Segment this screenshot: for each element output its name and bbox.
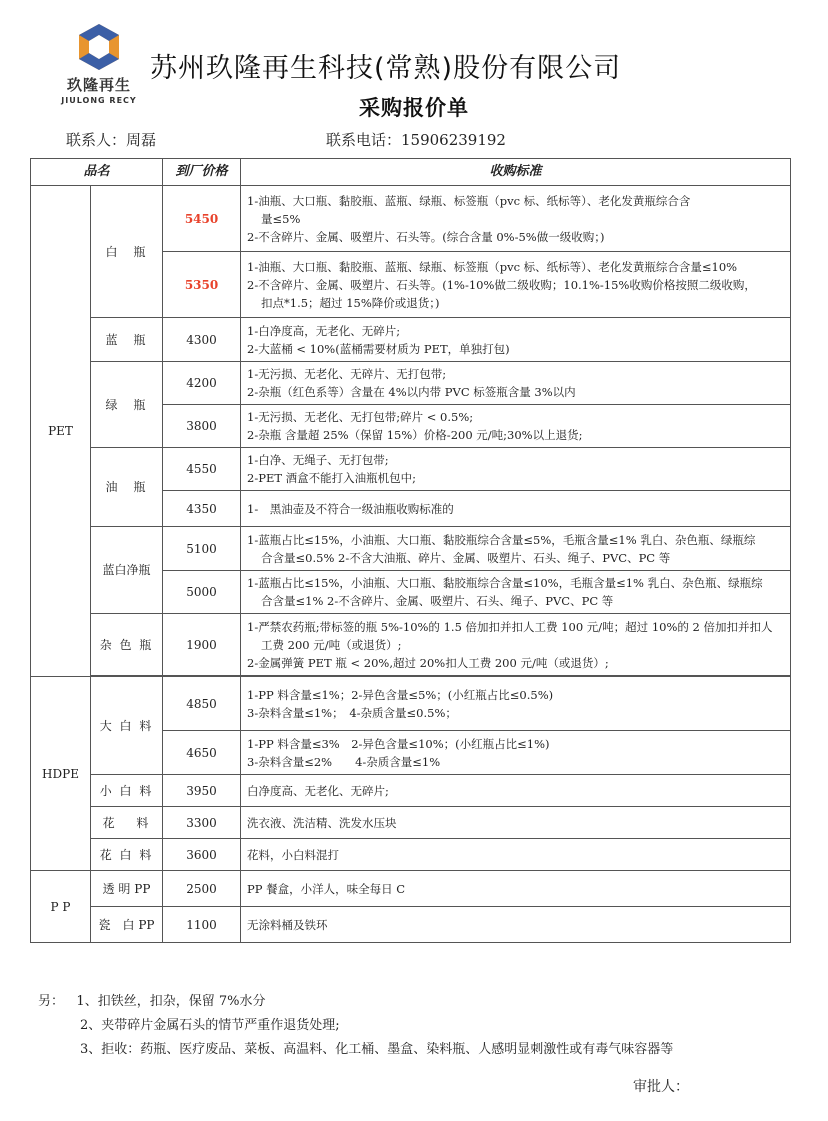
price-mixed: 1900 (163, 614, 241, 676)
note-1: 另： 1、扣铁丝，扣杂，保留 7%水分 (38, 994, 266, 1009)
company-name: 苏州玖隆再生科技(常熟)股份有限公司 (150, 53, 622, 84)
approver-label: 审批人： (633, 1079, 689, 1095)
notes (38, 990, 673, 1062)
price-table (30, 158, 791, 943)
price-bluewhite-1: 5100 (163, 527, 241, 571)
price-flowerwhite: 3600 (163, 839, 241, 871)
table-row (31, 677, 791, 731)
table-row (31, 614, 791, 676)
standard-flower: 洗衣液、洗洁精、洗发水压块 (241, 807, 791, 839)
product-flower-white: 花 白 料 (91, 839, 163, 871)
standard-blue: 1-白净度高，无老化、无碎片; 2-大蓝桶 < 10%(蓝桶需要材质为 PET，单独打包) (241, 318, 791, 362)
table-row (31, 186, 791, 252)
price-green-2: 3800 (163, 405, 241, 448)
standard-mixed: 1-严禁农药瓶;带标签的瓶 5%-10%的 1.5 倍加扣并扣人工费 100 元/吨；超过 10%的 2 倍加扣并扣人 工费 200 元/吨（或退货）; 2-金属弹簧 PET 瓶 < 20%,超过 20%扣人工费 200 元/吨（或退货）; (241, 614, 791, 676)
standard-green-1: 1-无污损、无老化、无碎片、无打包带; 2-杂瓶（红色系等）含量在 4%以内带 PVC 标签瓶含量 3%以内 (241, 362, 791, 405)
table-row (31, 318, 791, 362)
product-blue-bottle: 蓝 瓶 (91, 318, 163, 362)
table-row (31, 775, 791, 807)
header-product: 品名 (31, 159, 163, 186)
product-mixed-bottle: 杂 色 瓶 (91, 614, 163, 676)
category-hdpe: HDPE (31, 677, 91, 871)
standard-white-2: 1-油瓶、大口瓶、黏胶瓶、蓝瓶、绿瓶、标签瓶（pvc 标、纸标等）、老化发黄瓶综合含量≤10% 2-不含碎片、金属、吸塑片、石头等。(1%-10%做二级收购；10.1%-15%收购价格按照二级收购， 扣点*1.5；超过 15%降价或退货；) (241, 252, 791, 318)
contact-person: 联系人：周磊 (66, 131, 157, 149)
product-blue-white-bottle: 蓝白净瓶 (91, 527, 163, 614)
price-bluewhite-2: 5000 (163, 571, 241, 614)
standard-oil-1: 1-白净、无绳子、无打包带; 2-PET 酒盒不能打入油瓶机包中; (241, 448, 791, 491)
price-smallwhite: 3950 (163, 775, 241, 807)
category-pet: PET (31, 186, 91, 677)
contact-phone: 联系电话：15906239192 (326, 131, 506, 149)
price-white-1: 5450 (163, 186, 241, 252)
standard-bluewhite-2: 1-蓝瓶占比≤15%，小油瓶、大口瓶、黏胶瓶综合含量≤10%，毛瓶含量≤1% 乳白、杂色瓶、绿瓶综 合含量≤1% 2-不含碎片、金属、吸塑片、石头、绳子、PVC、PC 等 (241, 571, 791, 614)
table-row (31, 362, 791, 405)
product-oil-bottle: 油 瓶 (91, 448, 163, 527)
table-row (31, 907, 791, 943)
header-price: 到厂价格 (163, 159, 241, 186)
notes-prefix: 另： (38, 994, 65, 1009)
price-oil-2: 4350 (163, 491, 241, 527)
price-porcelain-pp: 1100 (163, 907, 241, 943)
standard-flowerwhite: 花料，小白料混打 (241, 839, 791, 871)
logo-name-cn: 玖隆再生 (66, 76, 131, 94)
standard-porcelain-pp: 无涂料桶及铁环 (241, 907, 791, 943)
price-green-1: 4200 (163, 362, 241, 405)
table-header (31, 159, 791, 186)
table-row (31, 871, 791, 907)
logo-name-en: JIULONG RECY (61, 96, 137, 105)
table-row (31, 807, 791, 839)
standard-bigwhite-1: 1-PP 料含量≤1%；2-异色含量≤5%；(小红瓶占比≤0.5%) 3-杂料含量≤1%； 4-杂质含量≤0.5%； (241, 677, 791, 731)
standard-clear-pp: PP 餐盒，小洋人，味全每日 C (241, 871, 791, 907)
product-green-bottle: 绿 瓶 (91, 362, 163, 448)
standard-green-2: 1-无污损、无老化、无打包带;碎片 < 0.5%; 2-杂瓶 含量超 25%（保留 15%）价格-200 元/吨;30%以上退货; (241, 405, 791, 448)
product-big-white: 大 白 料 (91, 677, 163, 775)
price-clear-pp: 2500 (163, 871, 241, 907)
logo-icon (74, 22, 124, 72)
header-standard: 收购标准 (241, 159, 791, 186)
product-clear-pp: 透 明 PP (91, 871, 163, 907)
price-white-2: 5350 (163, 252, 241, 318)
note-2: 2、夹带碎片金属石头的情节严重作退货处理; (80, 1018, 340, 1033)
table-row (31, 527, 791, 571)
standard-smallwhite: 白净度高、无老化、无碎片; (241, 775, 791, 807)
table-row (31, 448, 791, 491)
price-oil-1: 4550 (163, 448, 241, 491)
product-white-bottle: 白 瓶 (91, 186, 163, 318)
category-pp: P P (31, 871, 91, 943)
standard-bigwhite-2: 1-PP 料含量≤3% 2-异色含量≤10%；(小红瓶占比≤1%) 3-杂料含量≤2% 4-杂质含量≤1% (241, 731, 791, 775)
product-flower: 花 料 (91, 807, 163, 839)
price-flower: 3300 (163, 807, 241, 839)
table-row (31, 839, 791, 871)
price-bigwhite-2: 4650 (163, 731, 241, 775)
standard-oil-2: 1- 黑油壶及不符合一级油瓶收购标准的 (241, 491, 791, 527)
price-bigwhite-1: 4850 (163, 677, 241, 731)
product-small-white: 小 白 料 (91, 775, 163, 807)
product-porcelain-pp: 瓷 白 PP (91, 907, 163, 943)
note-3: 3、拒收：药瓶、医疗废品、菜板、高温料、化工桶、墨盒、染料瓶、人感明显刺激性或有毒气味容器等 (80, 1042, 674, 1057)
price-blue: 4300 (163, 318, 241, 362)
standard-bluewhite-1: 1-蓝瓶占比≤15%，小油瓶、大口瓶、黏胶瓶综合含量≤5%，毛瓶含量≤1% 乳白、杂色瓶、绿瓶综 合含量≤0.5% 2-不含大油瓶、碎片、金属、吸塑片、石头、绳子、PVC、PC 等 (241, 527, 791, 571)
document-title: 采购报价单 (359, 96, 469, 120)
standard-white-1: 1-油瓶、大口瓶、黏胶瓶、蓝瓶、绿瓶、标签瓶（pvc 标、纸标等）、老化发黄瓶综合含 量≤5% 2-不含碎片、金属、吸塑片、石头等。(综合含量 0%-5%做一级收购；) (241, 186, 791, 252)
